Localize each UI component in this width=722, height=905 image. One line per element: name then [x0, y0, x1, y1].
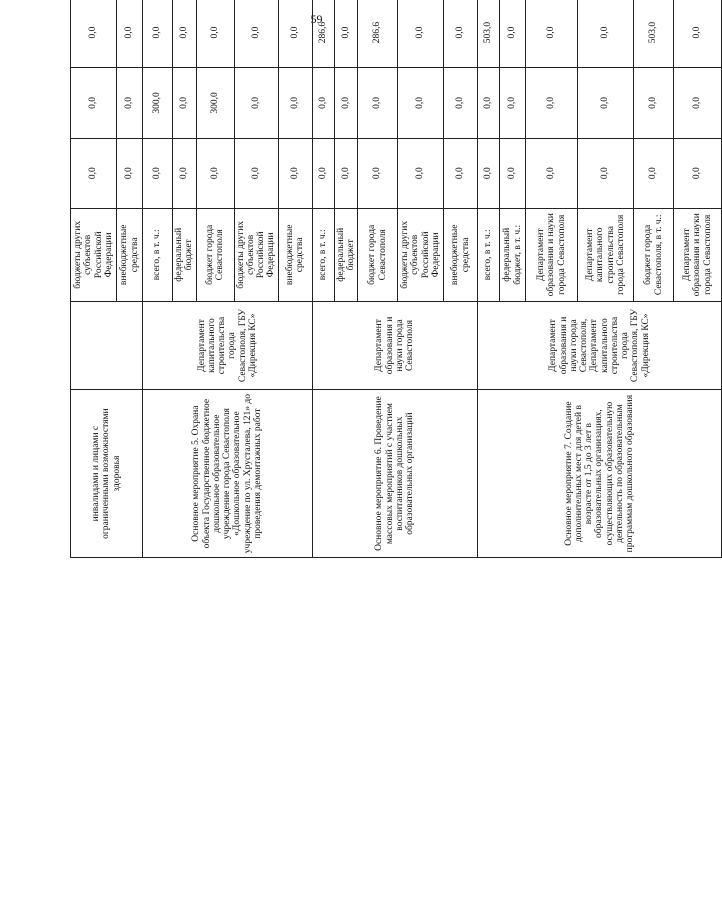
- amount-cell: 0,0: [398, 138, 444, 208]
- funding-source-cell: бюджет города Севастополя: [358, 208, 398, 301]
- amount-cell: 0,0: [312, 138, 334, 208]
- amount-cell: 0,0: [334, 0, 358, 68]
- amount-cell: 300,0: [143, 68, 173, 138]
- funding-source-cell: Департамент образования и науки города Севастополя: [674, 208, 722, 301]
- amount-cell: 0,0: [143, 138, 173, 208]
- amount-cell: 0,0: [234, 0, 278, 68]
- amount-cell: 286,6: [312, 0, 334, 68]
- amount-cell: 0,0: [500, 68, 526, 138]
- amount-cell: 0,0: [358, 138, 398, 208]
- amount-cell: 0,0: [478, 138, 500, 208]
- amount-cell: 0,0: [312, 68, 334, 138]
- amount-cell: 0,0: [173, 0, 197, 68]
- table-row: [478, 0, 500, 558]
- measure-name-cell: инвалидами и лицами с ограниченными возможностями здоровья: [71, 390, 143, 558]
- amount-cell: 0,0: [117, 0, 143, 68]
- amount-cell: 300,0: [196, 68, 234, 138]
- page-number: 59: [310, 12, 323, 26]
- amount-cell: 0,0: [634, 68, 674, 138]
- measure-name-cell: Основное мероприятие 6. Проведение массовых мероприятий с участием воспитанников дошкольных образовательных организаций: [312, 390, 478, 558]
- funding-source-cell: федеральный бюджет, в т. ч.:: [500, 208, 526, 301]
- amount-cell: 0,0: [478, 68, 500, 138]
- amount-cell: 0,0: [334, 138, 358, 208]
- amount-cell: 0,0: [71, 68, 117, 138]
- funding-source-cell: федеральный бюджет: [334, 208, 358, 301]
- amount-cell: 0,0: [358, 68, 398, 138]
- amount-cell: 0,0: [234, 68, 278, 138]
- amount-cell: 0,0: [71, 138, 117, 208]
- amount-cell: 0,0: [71, 0, 117, 68]
- executor-cell: Департамент образования и науки города Севастополя: [312, 301, 478, 389]
- amount-cell: 0,0: [674, 0, 722, 68]
- amount-cell: 286,6: [358, 0, 398, 68]
- amount-cell: 0,0: [173, 68, 197, 138]
- funding-source-cell: бюджеты других субъектов Российской Федерации: [71, 208, 117, 301]
- table-row: [143, 0, 173, 558]
- amount-cell: 0,0: [398, 0, 444, 68]
- amount-cell: 0,0: [634, 138, 674, 208]
- amount-cell: 0,0: [334, 68, 358, 138]
- table-body: [71, 0, 722, 558]
- executor-cell: Департамент образования и науки города Севастополя, Департамент капитального строительства города Севастополя, ГБУ «Дирекция КС»: [478, 301, 722, 389]
- amount-cell: 0,0: [143, 0, 173, 68]
- amount-cell: 0,0: [526, 138, 578, 208]
- executor-cell: [71, 301, 143, 389]
- funding-source-cell: внебюджетные средства: [278, 208, 312, 301]
- amount-cell: 0,0: [444, 138, 478, 208]
- funding-source-cell: бюджет города Севастополя, в т. ч.:: [634, 208, 674, 301]
- amount-cell: 503,0: [634, 0, 674, 68]
- amount-cell: 0,0: [278, 0, 312, 68]
- measure-name-cell: Основное мероприятие 7. Создание дополнительных мест для детей в возрасте от 1,5 до 3 лет в образовательных организациях, осуществляющих образовательную деятельность по образовательным программам дошкольного образования: [478, 390, 722, 558]
- table-row: [71, 0, 117, 558]
- funding-source-cell: внебюджетные средства: [117, 208, 143, 301]
- amount-cell: 0,0: [578, 0, 634, 68]
- budget-table: [70, 0, 722, 558]
- funding-source-cell: бюджет города Севастополя: [196, 208, 234, 301]
- amount-cell: 0,0: [117, 68, 143, 138]
- amount-cell: 0,0: [526, 68, 578, 138]
- amount-cell: 0,0: [278, 138, 312, 208]
- funding-source-cell: внебюджетные средства: [444, 208, 478, 301]
- amount-cell: 0,0: [278, 68, 312, 138]
- amount-cell: 0,0: [500, 138, 526, 208]
- funding-source-cell: бюджеты других субъектов Российской Федерации: [234, 208, 278, 301]
- amount-cell: 0,0: [444, 0, 478, 68]
- amount-cell: 0,0: [196, 0, 234, 68]
- amount-cell: 0,0: [578, 68, 634, 138]
- rotated-table-area: [70, 21, 713, 880]
- amount-cell: 0,0: [398, 68, 444, 138]
- amount-cell: 0,0: [444, 68, 478, 138]
- funding-source-cell: федеральный бюджет: [173, 208, 197, 301]
- funding-source-cell: всего, в т. ч.:: [143, 208, 173, 301]
- funding-source-cell: Департамент образования и науки города Севастополя: [526, 208, 578, 301]
- amount-cell: 0,0: [234, 138, 278, 208]
- funding-source-cell: всего, в т. ч.:: [312, 208, 334, 301]
- amount-cell: 0,0: [500, 0, 526, 68]
- executor-cell: Департамент капитального строительства города Севастополя, ГБУ «Дирекция КС»: [143, 301, 313, 389]
- funding-source-cell: бюджеты других субъектов Российской Федерации: [398, 208, 444, 301]
- amount-cell: 0,0: [117, 138, 143, 208]
- amount-cell: 0,0: [578, 138, 634, 208]
- amount-cell: 0,0: [526, 0, 578, 68]
- amount-cell: 0,0: [674, 68, 722, 138]
- table-row: [312, 0, 334, 558]
- amount-cell: 0,0: [674, 138, 722, 208]
- amount-cell: 503,0: [478, 0, 500, 68]
- funding-source-cell: Департамент капитального строительства города Севастополя: [578, 208, 634, 301]
- amount-cell: 0,0: [173, 138, 197, 208]
- table-wrapper: [70, 0, 713, 558]
- amount-cell: 0,0: [196, 138, 234, 208]
- funding-source-cell: всего, в т. ч.:: [478, 208, 500, 301]
- measure-name-cell: Основное мероприятие 5. Охрана объекта Государственное бюджетное дошкольное образовательное учреждение города Севастополя «Дошкольное образовательное учреждение по ул. Хрусталева, 121» до проведения демонтажных работ: [143, 390, 313, 558]
